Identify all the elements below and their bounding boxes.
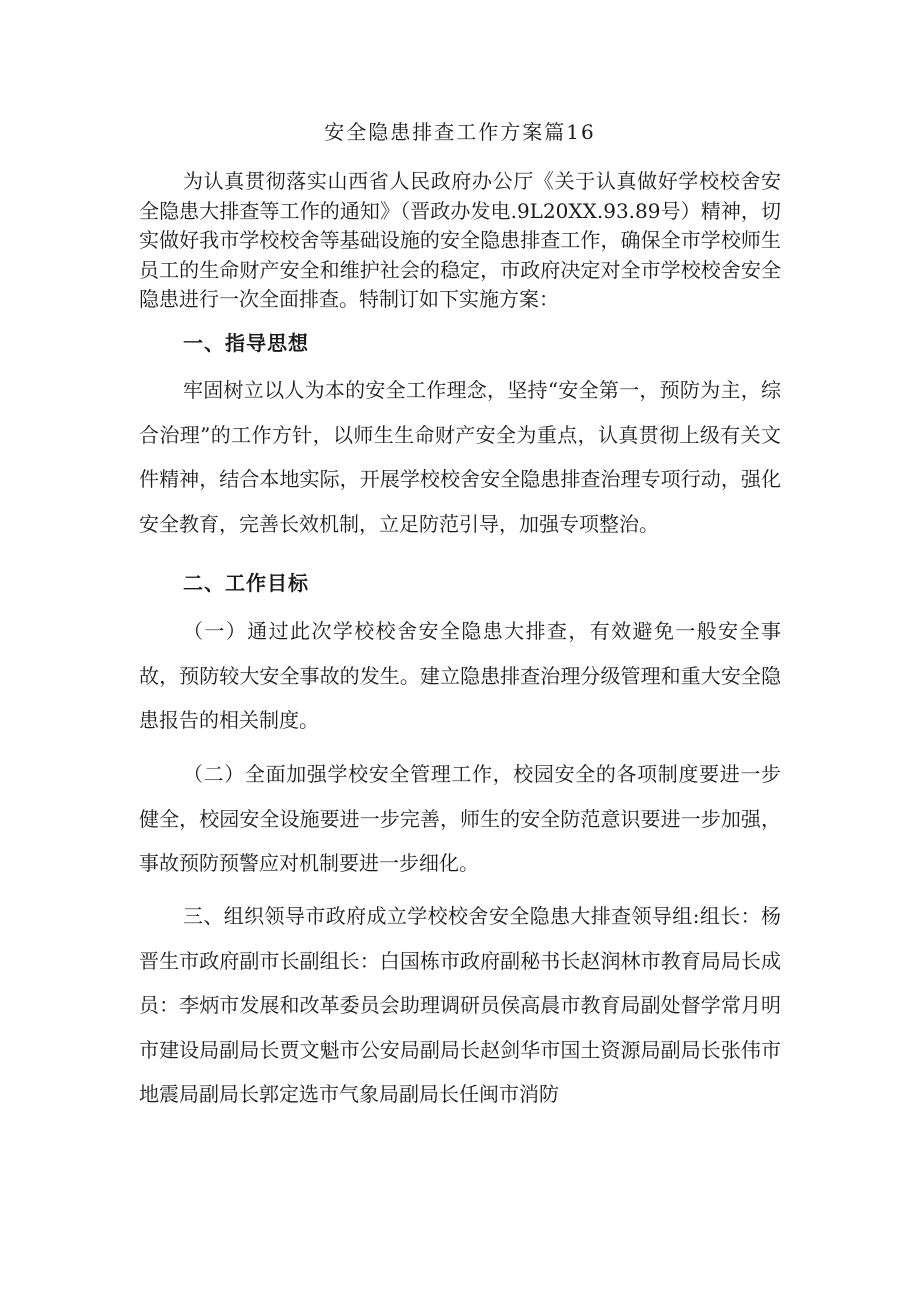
section-2-heading: 二、工作目标 xyxy=(183,571,309,595)
intro-paragraph: 为认真贯彻落实山西省人民政府办公厅《关于认真做好学校校舍安全隐患大排查等工作的通知》（晋政办发电.9L20XX.93.89号）精神，切实做好我市学校校舍等基础设施的安全隐患排查工作，确保全市学校师生员工的生命财产安全和维护社会的稳定，市政府决定对全市学校校舍安全隐患进行一次全面排查。特制订如下实施方案： xyxy=(139,169,781,311)
section-3-body: 三、组织领导市政府成立学校校舍安全隐患大排查领导组:组长：杨晋生市政府副市长副组长：白国栋市政府副秘书长赵润林市教育局局长成员：李炳市发展和改革委员会助理调研员侯高晨市教育局副处督学常月明市建设局副局长贾文魁市公安局副局长赵剑华市国土资源局副局长张伟市地震局副局长郭定选市气象局副局长任闽市消防 xyxy=(139,904,781,1106)
section-2-item-2: （二）全面加强学校安全管理工作，校园安全的各项制度要进一步健全，校园安全设施要进一步完善，师生的安全防范意识要进一步加强，事故预防预警应对机制要进一步细化。 xyxy=(139,762,781,875)
section-1-heading: 一、指导思想 xyxy=(183,331,309,355)
section-2-item-1: （一）通过此次学校校舍安全隐患大排查，有效避免一般安全事故，预防较大安全事故的发生。建立隐患排查治理分级管理和重大安全隐患报告的相关制度。 xyxy=(139,619,781,732)
section-1-body: 牢固树立以人为本的安全工作理念，坚持“安全第一，预防为主，综合治理”的工作方针，以师生生命财产安全为重点，认真贯彻上级有关文件精神，结合本地实际，开展学校校舍安全隐患排查治理专项行动，强化安全教育，完善长效机制，立足防范引导，加强专项整治。 xyxy=(139,378,781,536)
document-title: 安全隐患排查工作方案篇16 xyxy=(324,120,596,144)
